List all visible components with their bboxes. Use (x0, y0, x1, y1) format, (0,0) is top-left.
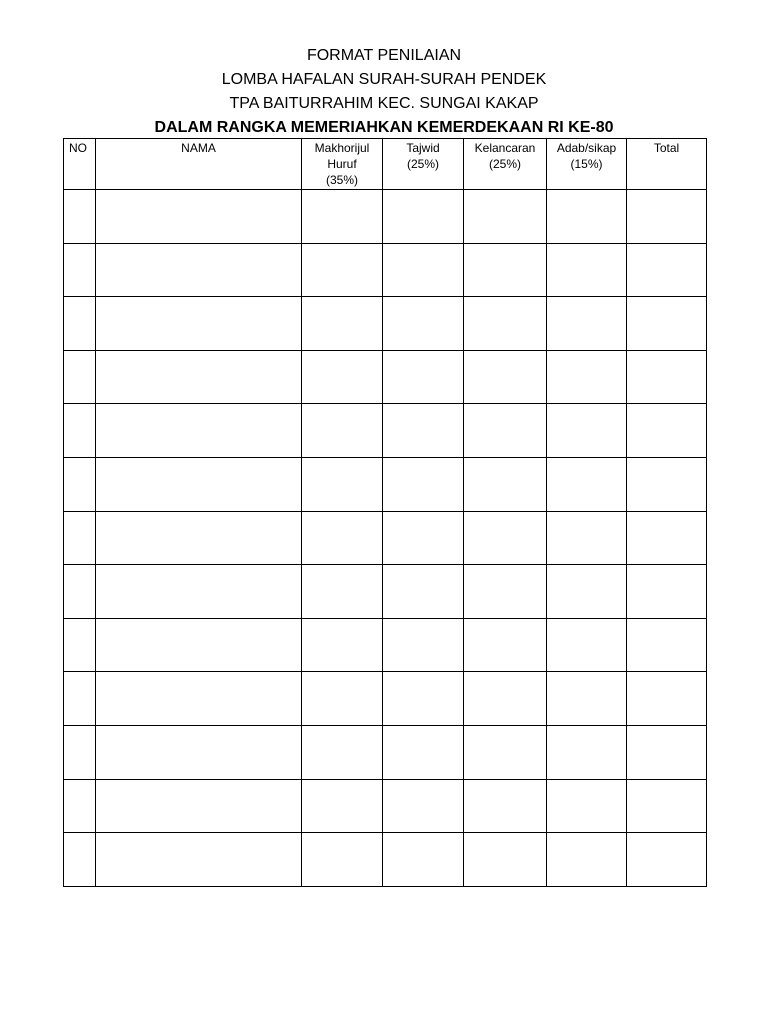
title-line: FORMAT PENILAIAN (306, 47, 462, 64)
table-row (64, 779, 707, 833)
table-row (64, 350, 707, 404)
cell-nama (96, 672, 302, 726)
column-header-label: NO (69, 141, 87, 155)
cell-tajwid (383, 672, 464, 726)
table-header-row (64, 139, 707, 190)
cell-tajwid (383, 457, 464, 511)
cell-total (627, 243, 707, 297)
cell-nama (96, 565, 302, 619)
cell-tajwid (383, 833, 464, 887)
cell-total (627, 833, 707, 887)
cell-no (64, 833, 96, 887)
cell-kelancaran (464, 243, 547, 297)
cell-total (627, 350, 707, 404)
cell-makhorijul (302, 672, 383, 726)
column-header-weight: (25%) (406, 157, 439, 171)
cell-kelancaran (464, 350, 547, 404)
cell-total (627, 725, 707, 779)
column-header-label: Adab/sikap (556, 141, 617, 155)
table-row (64, 565, 707, 619)
table-row (64, 725, 707, 779)
cell-tajwid (383, 243, 464, 297)
cell-no (64, 350, 96, 404)
cell-no (64, 243, 96, 297)
column-header-label: Huruf (327, 157, 357, 171)
column-header-tajwid (383, 139, 464, 190)
cell-makhorijul (302, 511, 383, 565)
cell-total (627, 618, 707, 672)
cell-makhorijul (302, 618, 383, 672)
cell-adab (547, 350, 627, 404)
title-line: TPA BAITURRAHIM KEC. SUNGAI KAKAP (229, 95, 539, 112)
column-header-total (627, 139, 707, 190)
cell-kelancaran (464, 779, 547, 833)
cell-adab (547, 725, 627, 779)
table-row (64, 618, 707, 672)
cell-makhorijul (302, 725, 383, 779)
cell-nama (96, 779, 302, 833)
table-row (64, 243, 707, 297)
cell-no (64, 725, 96, 779)
column-header-label: Tajwid (406, 141, 440, 155)
cell-tajwid (383, 190, 464, 244)
cell-makhorijul (302, 833, 383, 887)
cell-tajwid (383, 297, 464, 351)
cell-makhorijul (302, 779, 383, 833)
column-header-label: Makhorijul (314, 141, 370, 155)
cell-no (64, 457, 96, 511)
cell-nama (96, 725, 302, 779)
cell-adab (547, 457, 627, 511)
cell-nama (96, 457, 302, 511)
cell-nama (96, 243, 302, 297)
column-header-weight: (25%) (488, 157, 521, 171)
cell-no (64, 672, 96, 726)
cell-no (64, 618, 96, 672)
table-row (64, 833, 707, 887)
cell-kelancaran (464, 618, 547, 672)
cell-no (64, 565, 96, 619)
cell-makhorijul (302, 190, 383, 244)
column-header-weight: (15%) (570, 157, 603, 171)
cell-total (627, 457, 707, 511)
cell-kelancaran (464, 457, 547, 511)
cell-kelancaran (464, 404, 547, 458)
cell-adab (547, 565, 627, 619)
cell-makhorijul (302, 297, 383, 351)
cell-nama (96, 511, 302, 565)
cell-nama (96, 350, 302, 404)
column-header-weight: (35%) (325, 173, 358, 187)
cell-adab (547, 833, 627, 887)
table-row (64, 511, 707, 565)
cell-adab (547, 243, 627, 297)
cell-tajwid (383, 350, 464, 404)
cell-no (64, 404, 96, 458)
column-header-label: Kelancaran (474, 141, 536, 155)
cell-adab (547, 618, 627, 672)
column-header-label: NAMA (181, 141, 216, 155)
cell-total (627, 511, 707, 565)
cell-kelancaran (464, 297, 547, 351)
cell-no (64, 779, 96, 833)
cell-kelancaran (464, 725, 547, 779)
cell-tajwid (383, 725, 464, 779)
cell-total (627, 565, 707, 619)
cell-no (64, 297, 96, 351)
cell-adab (547, 511, 627, 565)
table-row (64, 404, 707, 458)
column-header-label: Total (653, 141, 680, 155)
cell-adab (547, 297, 627, 351)
cell-kelancaran (464, 190, 547, 244)
table-row (64, 190, 707, 244)
cell-tajwid (383, 618, 464, 672)
table-row (64, 297, 707, 351)
cell-tajwid (383, 779, 464, 833)
cell-no (64, 511, 96, 565)
document-subtitle: DALAM RANGKA MEMERIAHKAN KEMERDEKAAN RI KE-80 (154, 119, 614, 136)
cell-nama (96, 833, 302, 887)
cell-total (627, 297, 707, 351)
cell-nama (96, 297, 302, 351)
cell-tajwid (383, 565, 464, 619)
column-header-makhorijul (302, 139, 383, 190)
cell-total (627, 672, 707, 726)
table-row (64, 457, 707, 511)
cell-adab (547, 672, 627, 726)
cell-kelancaran (464, 511, 547, 565)
cell-no (64, 190, 96, 244)
cell-nama (96, 190, 302, 244)
cell-adab (547, 404, 627, 458)
cell-tajwid (383, 511, 464, 565)
cell-kelancaran (464, 672, 547, 726)
document-header (0, 44, 768, 140)
title-line: LOMBA HAFALAN SURAH-SURAH PENDEK (221, 71, 547, 88)
cell-makhorijul (302, 350, 383, 404)
cell-makhorijul (302, 457, 383, 511)
cell-total (627, 779, 707, 833)
cell-makhorijul (302, 243, 383, 297)
cell-adab (547, 190, 627, 244)
cell-makhorijul (302, 404, 383, 458)
cell-kelancaran (464, 565, 547, 619)
table-row (64, 672, 707, 726)
cell-nama (96, 404, 302, 458)
score-table-body (64, 190, 707, 887)
cell-nama (96, 618, 302, 672)
column-header-adab (547, 139, 627, 190)
cell-adab (547, 779, 627, 833)
column-header-nama (96, 139, 302, 190)
cell-tajwid (383, 404, 464, 458)
score-table (63, 138, 707, 887)
column-header-kelancaran (464, 139, 547, 190)
cell-total (627, 404, 707, 458)
cell-makhorijul (302, 565, 383, 619)
cell-total (627, 190, 707, 244)
column-header-no (64, 139, 96, 190)
cell-kelancaran (464, 833, 547, 887)
